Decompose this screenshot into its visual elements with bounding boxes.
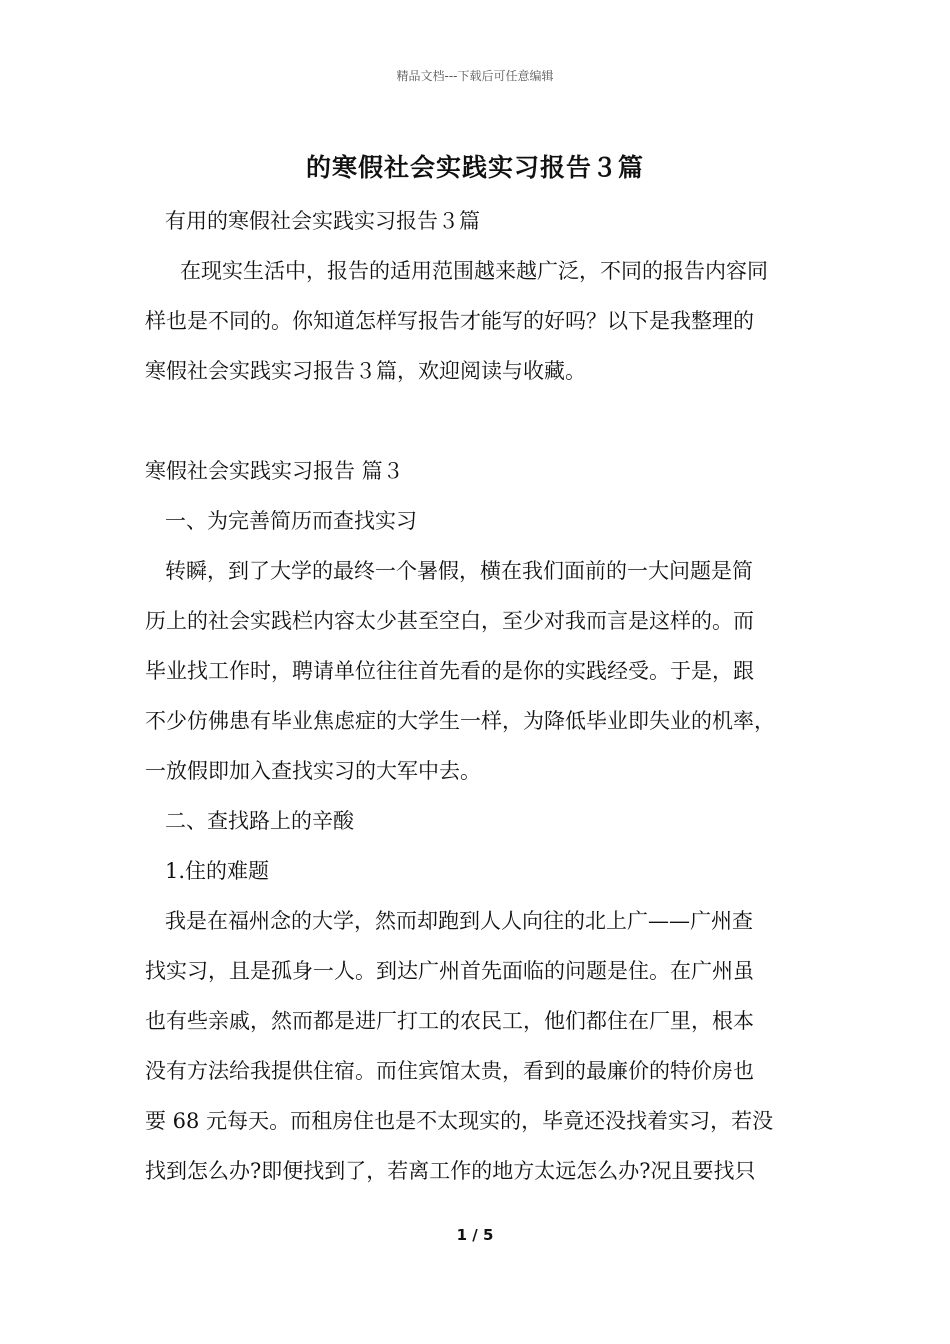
body-line: 样也是不同的。你知道怎样写报告才能写的好吗？以下是我整理的 xyxy=(145,309,754,333)
subsection-heading: 一、为完善简历而查找实习 xyxy=(165,509,417,533)
page-header: 精品文档---下载后可任意编辑 xyxy=(396,69,554,83)
total-pages: 5 xyxy=(482,1226,494,1244)
body-line: 有用的寒假社会实践实习报告３篇 xyxy=(165,209,480,233)
body-line: 一放假即加入查找实习的大军中去。 xyxy=(145,759,481,783)
current-page: 1 xyxy=(456,1226,468,1244)
body-line: 也有些亲戚，然而都是进厂打工的农民工，他们都住在厂里，根本 xyxy=(145,1009,754,1033)
body-line: 在现实生活中，报告的适用范围越来越广泛，不同的报告内容同 xyxy=(180,259,768,283)
body-line: 转瞬，到了大学的最终一个暑假，横在我们面前的一大问题是简 xyxy=(165,559,753,583)
body-line: 找到怎么办?即便找到了，若离工作的地方太远怎么办?况且要找只 xyxy=(145,1159,756,1183)
body-line: 不少仿佛患有毕业焦虑症的大学生一样，为降低毕业即失业的机率， xyxy=(145,709,775,733)
document-title: 的寒假社会实践实习报告３篇 xyxy=(305,153,644,182)
page-separator: / xyxy=(467,1226,483,1244)
subsection-heading: 二、查找路上的辛酸 xyxy=(165,809,354,833)
page-number xyxy=(0,1226,950,1244)
body-line: 要 68 元每天。而租房住也是不太现实的，毕竟还没找着实习，若没 xyxy=(145,1109,774,1133)
body-line: 历上的社会实践栏内容太少甚至空白，至少对我而言是这样的。而 xyxy=(145,609,754,633)
body-line: 寒假社会实践实习报告３篇，欢迎阅读与收藏。 xyxy=(145,359,586,383)
subsection-heading: 1.住的难题 xyxy=(165,859,270,883)
body-line: 没有方法给我提供住宿。而住宾馆太贵，看到的最廉价的特价房也 xyxy=(145,1059,754,1083)
body-line: 毕业找工作时，聘请单位往往首先看的是你的实践经受。于是，跟 xyxy=(145,659,754,683)
body-line: 我是在福州念的大学，然而却跑到人人向往的北上广——广州查 xyxy=(165,909,753,933)
section-heading: 寒假社会实践实习报告 篇３ xyxy=(145,459,404,483)
body-line: 找实习，且是孤身一人。到达广州首先面临的问题是住。在广州虽 xyxy=(145,959,754,983)
